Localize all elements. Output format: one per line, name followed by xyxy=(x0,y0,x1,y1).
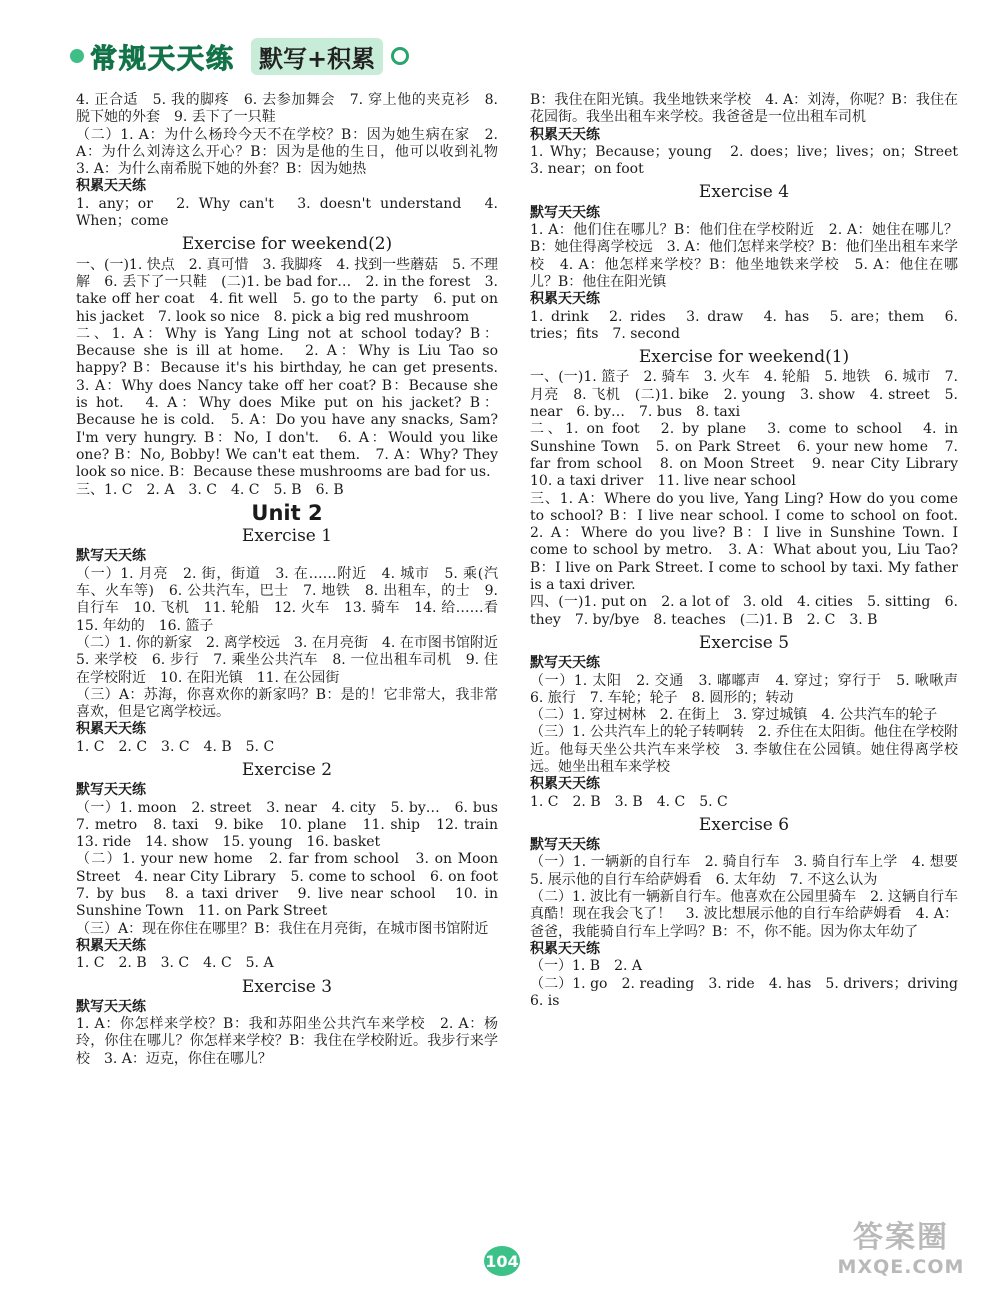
section-heading: 积累天天练 xyxy=(530,776,600,793)
answer-paragraph: （一）1. moon 2. street 3. near 4. city 5. by… 6. bus 7. metro 8. taxi 9. bike 10. plane 11. ship 12. train 13. ride 14. show 15. young 16. basket xyxy=(76,799,512,851)
answer-paragraph: （三）1. 公共汽车上的轮子转啊转 2. 乔住在太阳街。他住在学校附近。他每天坐公共汽车来学校 3. 李敏住在公园镇。她住得离学校远。她坐出租车来学校 xyxy=(530,724,958,775)
answer-paragraph: （二）1. 你的新家 2. 离学校远 3. 在月亮街 4. 在市图书馆附近 5. 来学校 6. 步行 7. 乘坐公共汽车 8. 一位出租车司机 9. 住在学校附近 10. 在阳光镇 11. 在公园街 xyxy=(76,634,512,686)
answer-paragraph: （二）1. 波比有一辆新自行车。他喜欢在公园里骑车 2. 这辆自行车真酷！现在我会飞了！ 3. 波比想展示他的自行车给萨姆看 4. A：爸爸，我能骑自行车上学吗？B：不，你不能。因为你太年幼了 xyxy=(530,889,958,940)
answer-paragraph: 1. any；or 2. Why can't 3. doesn't understand 4. When；come xyxy=(76,195,498,230)
answer-paragraph: （二）1. 穿过树林 2. 在街上 3. 穿过城镇 4. 公共汽车的轮子 xyxy=(530,707,938,724)
answer-paragraph: 1. C 2. B 3. B 4. C 5. C xyxy=(530,793,728,810)
section-heading: 积累天天练 xyxy=(530,126,600,143)
exercise-title: Exercise 5 xyxy=(698,632,790,653)
answer-paragraph: （一）1. 一辆新的自行车 2. 骑自行车 3. 骑自行车上学 4. 想要 5. 展示他的自行车给萨姆看 6. 太年幼 7. 不这么认为 xyxy=(530,854,972,888)
answer-paragraph: （三）A：现在你住在哪里？B：我住在月亮街，在城市图书馆附近 xyxy=(76,920,489,937)
exercise-title: Exercise for weekend(2) xyxy=(181,234,393,255)
book-series-title: 常规天天练 xyxy=(90,43,235,75)
section-heading: 积累天天练 xyxy=(76,178,146,195)
exercise-title: Exercise 4 xyxy=(698,182,790,203)
answer-paragraph: 1. C 2. C 3. C 4. B 5. C xyxy=(76,738,275,755)
exercise-title: Exercise 3 xyxy=(241,976,333,997)
exercise-title: Exercise 1 xyxy=(241,526,333,547)
section-heading: 默写天天练 xyxy=(76,548,146,565)
answer-paragraph: 二、1. A：Why is Yang Ling not at school today? B：Because she is ill at home. 2. A：Why is Liu Tao so happy? B：Because it's his birthday, he can get presents. 3. A：Why does Nancy take off her coat? B：Because she is hot. 4. A：Why does Mike put on his jacket? B：Because he is cold. 5. A：Do you have any snacks, Sam? I'm very hungry. B：No, I don't. 6. A：Would you like one? B：No, Bobby! We can't eat them. 7. A：Why? They look so nice. B：Because these mushrooms are bad for us. xyxy=(76,325,512,481)
section-heading: 默写天天练 xyxy=(530,837,600,854)
section-heading: 默写天天练 xyxy=(530,655,600,672)
answer-paragraph: （一）1. 月亮 2. 街，街道 3. 在……附近 4. 城市 5. 乘(汽车、火车等) 6. 公共汽车，巴士 7. 地铁 8. 出租车，的士 9. 自行车 10. 飞机 11. 轮船 12. 火车 13. 骑车 14. 给……看 15. 年幼的 16. 篮子 xyxy=(76,565,512,634)
answer-paragraph: 1. A：他们住在哪儿？B：他们住在学校附近 2. A：她住在哪儿？B：她住得离学校远 3. A：他们怎样来学校？B：他们坐出租车来学校 4. A：他怎样来学校？B：他坐地铁来学校 5. A：他住在哪儿？B：他住在阳光镇 xyxy=(530,222,958,290)
answer-paragraph: （二）1. go 2. reading 3. ride 4. has 5. drivers；driving 6. is xyxy=(530,975,972,1009)
section-heading: 积累天天练 xyxy=(530,291,600,308)
answer-paragraph: （一）1. B 2. A xyxy=(530,958,643,975)
answer-paragraph: 4. 正合适 5. 我的脚疼 6. 去参加舞会 7. 穿上他的夹克衫 8. 脱下她的外套 9. 丢下了一只鞋 xyxy=(76,92,498,126)
answer-paragraph: 1. Why；Because；young 2. does；live；lives；on；Street 3. near；on foot xyxy=(530,143,972,178)
dot-icon xyxy=(70,49,84,63)
right-column xyxy=(530,92,972,1010)
answer-paragraph: 1. A：你怎样来学校？B：我和苏阳坐公共汽车来学校 2. A：杨玲，你住在哪儿？你怎样来学校？B：我住在学校附近。我步行来学校 3. A：迈克，你住在哪儿？ xyxy=(76,1016,498,1067)
watermark-en: MXQE.COM xyxy=(837,1256,965,1278)
answer-paragraph: （一）1. 太阳 2. 交通 3. 嘟嘟声 4. 穿过；穿行于 5. 啾啾声 6. 旅行 7. 车轮；轮子 8. 圆形的；转动 xyxy=(530,672,972,706)
answer-paragraph: 1. C 2. B 3. C 4. C 5. A xyxy=(76,955,274,972)
page-number: 104 xyxy=(484,1246,520,1276)
section-heading: 积累天天练 xyxy=(76,937,146,954)
section-heading: 默写天天练 xyxy=(76,782,146,799)
exercise-title: Exercise for weekend(1) xyxy=(638,347,850,368)
answer-paragraph: 二、1. on foot 2. by plane 3. come to school 4. in Sunshine Town 5. on Park Street 6. your new home 7. far from school 8. on Moon Street 9. near City Library 10. a taxi driver 11. live near school xyxy=(530,421,972,490)
section-heading: 默写天天练 xyxy=(76,998,146,1015)
clock-icon xyxy=(391,47,409,65)
section-heading: 积累天天练 xyxy=(530,940,600,957)
section-heading: 默写天天练 xyxy=(530,204,600,221)
answer-paragraph: 一、(一)1. 快点 2. 真可惜 3. 我脚疼 4. 找到一些蘑菇 5. 不理解 6. 丢下了一只鞋 (二)1. be bad for… 2. in the forest 3. take off her coat 4. fit well 5. go to the party 6. put on his jacket 7. look so nice 8. pick a big red mushroom xyxy=(76,256,498,325)
answer-paragraph: （三）A：苏海，你喜欢你的新家吗？B：是的！它非常大，我非常喜欢，但是它离学校远。 xyxy=(76,686,498,721)
book-section-badge: 默写+积累 xyxy=(251,38,383,75)
exercise-title: Exercise 6 xyxy=(698,814,790,835)
answer-paragraph: 1. drink 2. rides 3. draw 4. has 5. are；them 6. tries；fits 7. second xyxy=(530,308,958,342)
left-column xyxy=(76,92,512,1068)
answer-paragraph: （二）1. A：为什么杨玲今天不在学校？B：因为她生病在家 2. A：为什么刘涛这么开心？B：因为是他的生日，他可以收到礼物 3. A：为什么南希脱下她的外套？B：因为她热 xyxy=(76,126,512,178)
answer-paragraph: 三、1. A：Where do you live, Yang Ling? How do you come to school? B：I live near school. I come to school on foot. 2. A：Where do you live? B：I live in Sunshine Town. I come to school by metro. 3. A：What about you, Liu Tao? B：I live on Park Street. I come to school by taxi. My father is a taxi driver. xyxy=(530,490,972,594)
answer-paragraph: （二）1. your new home 2. far from school 3. on Moon Street 4. near City Library 5. come to school 6. on foot 7. by bus 8. a taxi driver 9. live near school 10. in Sunshine Town 11. on Park Street xyxy=(76,851,512,920)
book-header xyxy=(70,34,409,78)
answer-paragraph: 一、(一)1. 篮子 2. 骑车 3. 火车 4. 轮船 5. 地铁 6. 城市 7. 月亮 8. 飞机 (二)1. bike 2. young 3. show 4. street 5. near 6. by… 7. bus 8. taxi xyxy=(530,369,958,421)
unit-title: Unit 2 xyxy=(251,500,323,525)
exercise-title: Exercise 2 xyxy=(241,759,333,780)
answer-paragraph: B：我住在阳光镇。我坐地铁来学校 4. A：刘涛，你呢？B：我住在花园街。我坐出租车来学校。我爸爸是一位出租车司机 xyxy=(530,92,958,126)
section-heading: 积累天天练 xyxy=(76,721,146,738)
site-watermark xyxy=(816,1212,986,1278)
answer-paragraph: 四、(一)1. put on 2. a lot of 3. old 4. cities 5. sitting 6. they 7. by/bye 8. teaches (二)1. B 2. C 3. B xyxy=(530,594,958,628)
answer-paragraph: 三、1. C 2. A 3. C 4. C 5. B 6. B xyxy=(76,481,344,498)
watermark-cn: 答案圈 xyxy=(853,1220,949,1255)
